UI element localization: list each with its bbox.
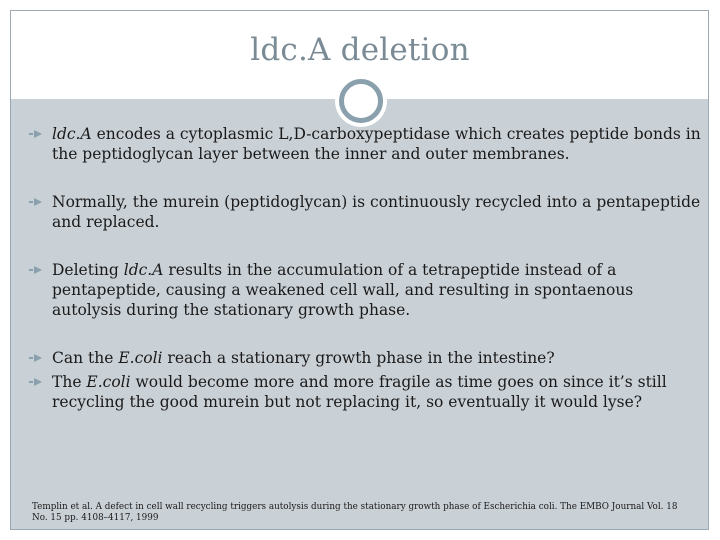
bullet-item xyxy=(34,192,704,232)
bullet-list xyxy=(34,124,704,412)
bullet-arrow-icon xyxy=(34,130,42,138)
slide-title: ldc.A deletion xyxy=(250,32,470,68)
bullet-item xyxy=(34,260,704,320)
bullet-arrow-icon xyxy=(34,198,42,206)
bullet-text: would become more and more fragile as time goes on since it’s still recycling the good murein but not replacing it, so eventually it would lyse? xyxy=(52,373,667,411)
bullet-text: reach a stationary growth phase in the intestine? xyxy=(162,349,555,367)
citation: Templin et al. A defect in cell wall recycling triggers autolysis during the stationary growth phase of Escherichia coli. The EMBO Journal Vol. 18 No. 15 pp. 4108–4117, 1999 xyxy=(32,502,678,523)
bullet-text: Can the xyxy=(52,349,119,367)
bullet-item xyxy=(34,348,704,368)
gene-name: ldc.A xyxy=(123,261,164,279)
bullet-arrow-icon xyxy=(34,378,42,386)
organism-name: E.coli xyxy=(118,349,163,367)
bullet-arrow-icon xyxy=(34,266,42,274)
bullet-text: Deleting xyxy=(52,261,124,279)
bullet-text: results in the accumulation of a tetrapeptide instead of a pentapeptide, causing a weakened cell wall, and resulting in spontaenous autolysis during the stationary growth phase. xyxy=(52,261,634,319)
organism-name: E.coli xyxy=(86,373,131,391)
gene-name: ldc.A xyxy=(52,125,92,143)
bullet-item xyxy=(34,124,704,164)
bullet-text: Normally, the murein (peptidoglycan) is continuously recycled into a pentapeptide and replaced. xyxy=(52,193,701,231)
bullet-text: encodes a cytoplasmic L,D-carboxypeptidase which creates peptide bonds in the peptidoglycan layer between the inner and outer membranes. xyxy=(52,125,701,163)
bullet-text: The xyxy=(52,373,87,391)
bullet-item xyxy=(34,372,704,412)
bullet-arrow-icon xyxy=(34,354,42,362)
circle-ornament-icon xyxy=(339,79,383,123)
